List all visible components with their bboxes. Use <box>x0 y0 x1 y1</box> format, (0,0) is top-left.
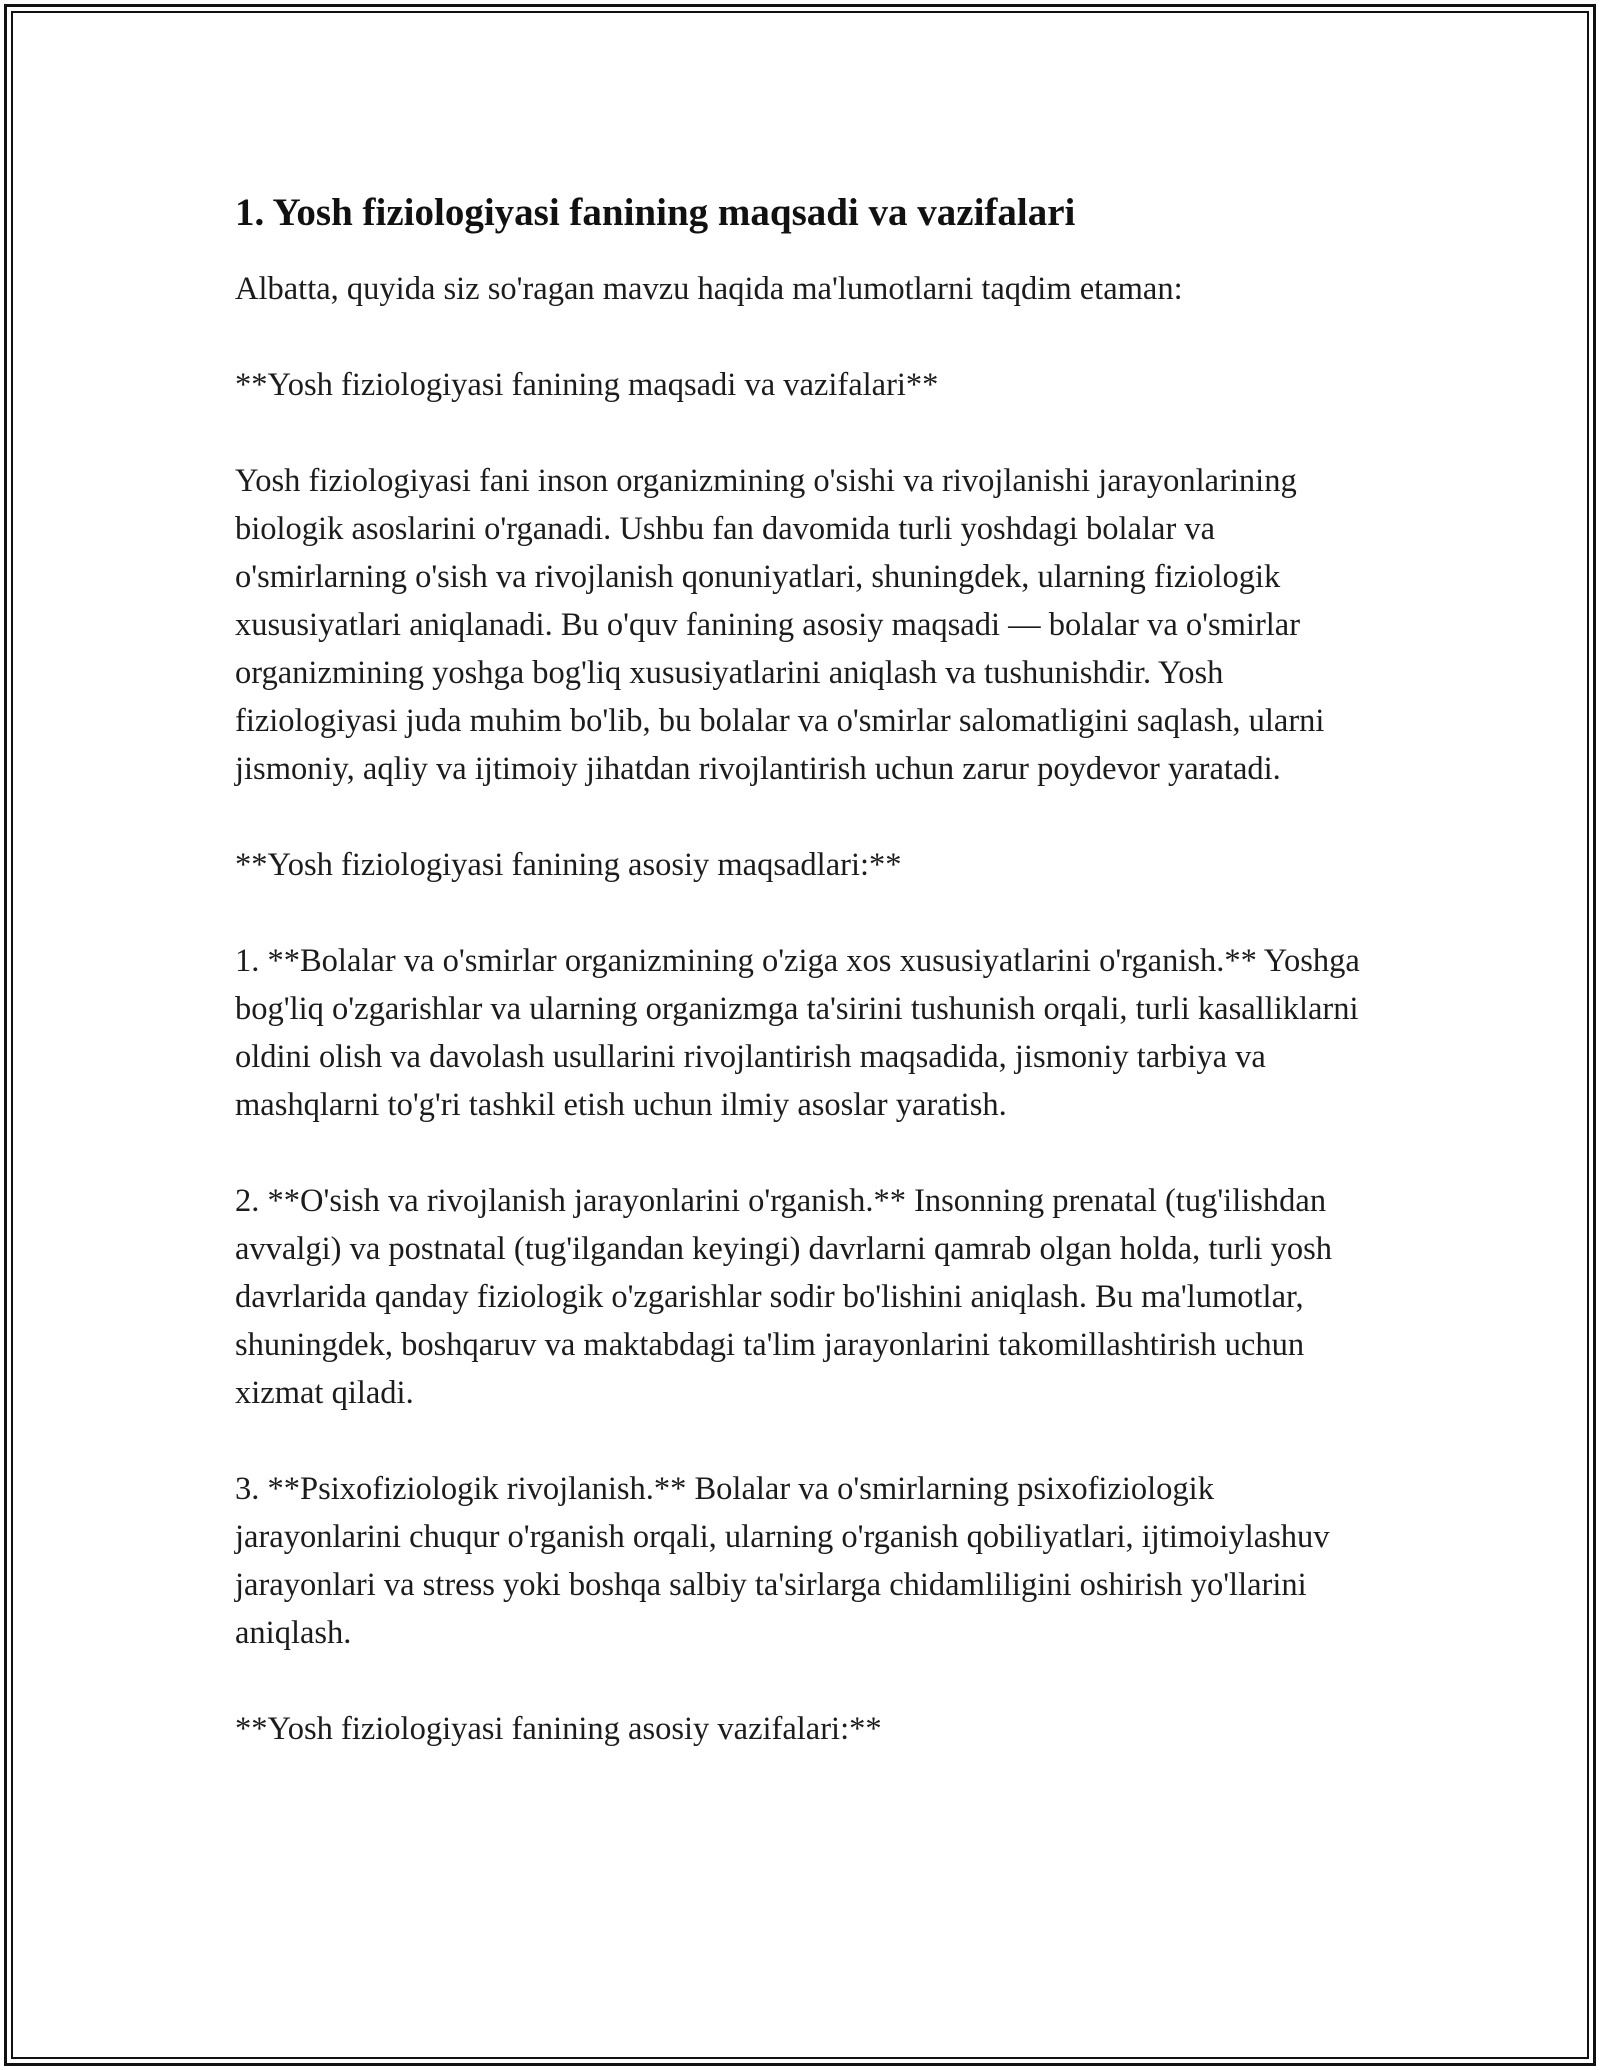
goal-item-3: 3. **Psixofiziologik rivojlanish.** Bolalar va o'smirlarning psixofiziologik jarayonlarini chuqur o'rganish orqali, ularning o'rganish qobiliyatlari, ijtimoiylashuv jarayonlari va stress yoki boshqa salbiy ta'sirlarga chidamliligini oshirish yo'llarini aniqlash. <box>235 1471 1330 1651</box>
tasks-heading-paragraph: **Yosh fiziologiyasi fanining asosiy vazifalari:** <box>235 1711 882 1747</box>
intro-paragraph: Albatta, quyida siz so'ragan mavzu haqida ma'lumotlarni taqdim etaman: <box>235 271 1183 307</box>
goals-heading-paragraph: **Yosh fiziologiyasi fanining asosiy maqsadlari:** <box>235 847 902 883</box>
document-title: 1. Yosh fiziologiyasi fanining maqsadi va vazifalari <box>235 191 1076 234</box>
body-paragraph: Yosh fiziologiyasi fani inson organizmining o'sishi va rivojlanishi jarayonlarining biologik asoslarini o'rganadi. Ushbu fan davomida turli yoshdagi bolalar va o'smirlarning o'sish va rivojlanish qonuniyatlari, shuningdek, ularning fiziologik xususiyatlari aniqlanadi. Bu o'quv fanining asosiy maqsadi — bolalar va o'smirlar organizmining yoshga bog'liq xususiyatlarini aniqlash va tushunishdir. Yosh fiziologiyasi juda muhim bo'lib, bu bolalar va o'smirlar salomatligini saqlash, ularni jismoniy, aqliy va ijtimoiy jihatdan rivojlantirish uchun zarur poydevor yaratadi. <box>235 463 1325 787</box>
goal-item-1: 1. **Bolalar va o'smirlar organizmining o'ziga xos xususiyatlarini o'rganish.** Yoshga bog'liq o'zgarishlar va ularning organizmga ta'sirini tushunish orqali, turli kasalliklarni oldini olish va davolash usullarini rivojlantirish maqsadida, jismoniy tarbiya va mashqlarni to'g'ri tashkil etish uchun ilmiy asoslar yaratish. <box>235 943 1360 1123</box>
section-heading-paragraph: **Yosh fiziologiyasi fanining maqsadi va vazifalari** <box>235 367 939 403</box>
document-body <box>235 185 1365 1801</box>
goal-item-2: 2. **O'sish va rivojlanish jarayonlarini o'rganish.** Insonning prenatal (tug'ilishdan avvalgi) va postnatal (tug'ilgandan keyingi) davrlarni qamrab olgan holda, turli yosh davrlarida qanday fiziologik o'zgarishlar sodir bo'lishini aniqlash. Bu ma'lumotlar, shuningdek, boshqaruv va maktabdagi ta'lim jarayonlarini takomillashtirish uchun xizmat qiladi. <box>235 1183 1333 1411</box>
